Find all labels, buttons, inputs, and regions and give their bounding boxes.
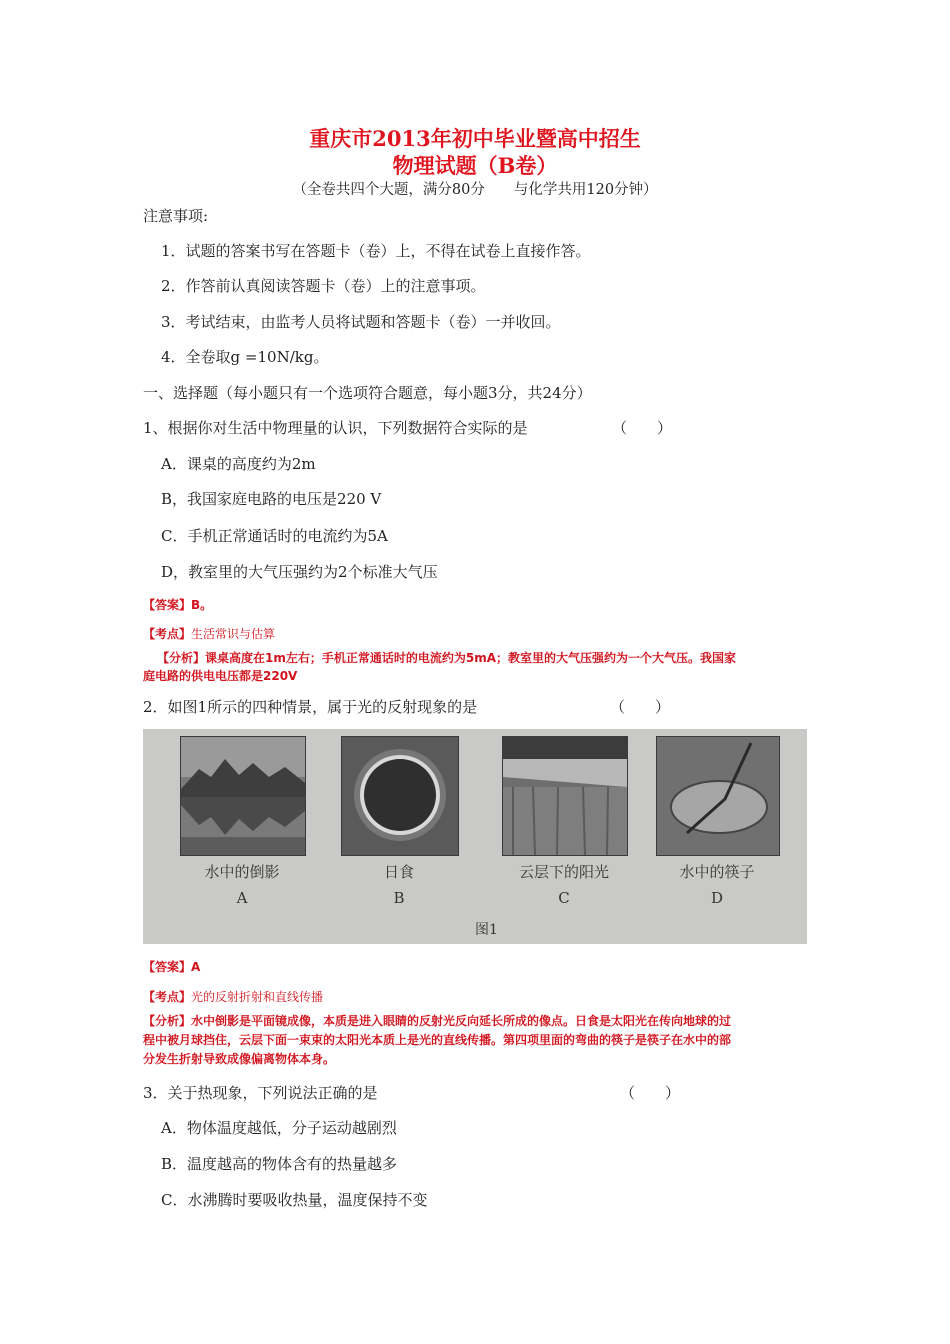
q3-option-b: B．温度越高的物体含有的热量越多 xyxy=(161,1155,398,1173)
figure-letter-a: A xyxy=(236,889,248,907)
notice-heading: 注意事项: xyxy=(143,207,209,225)
q1-option-a: A．课桌的高度约为2m xyxy=(161,455,316,473)
point-value: 生活常识与估算 xyxy=(191,627,276,641)
point-tag: 【考点】 xyxy=(143,990,192,1004)
photo-eclipse xyxy=(341,736,459,856)
photo-chopstick xyxy=(656,736,780,856)
analysis-text: 水中倒影是平面镜成像，本质是进入眼睛的反射光反向延长所成的像点。日食是太阳光在传向地球的过 xyxy=(191,1014,732,1028)
figure-caption-b: 日食 xyxy=(383,863,414,881)
q1-stem: 1、根据你对生活中物理量的认识，下列数据符合实际的是 xyxy=(143,419,528,437)
figure-1 xyxy=(143,729,807,944)
q1-option-b: B，我国家庭电路的电压是220 V xyxy=(161,490,382,508)
q3-stem: 3．关于热现象，下列说法正确的是 xyxy=(143,1084,378,1102)
analysis-tag: 【分析】 xyxy=(143,1014,192,1028)
figure-letter-b: B xyxy=(393,889,405,907)
answer-tag: 【答案】 xyxy=(143,598,192,612)
answer-value: A xyxy=(191,960,201,974)
exam-title-line1: 重庆市2013年初中毕业暨高中招生 xyxy=(309,126,641,151)
photo-reflection xyxy=(180,736,306,856)
point-tag: 【考点】 xyxy=(143,627,192,641)
q1-option-d: D，教室里的大气压强约为2个标准大气压 xyxy=(161,563,438,581)
answer-tag: 【答案】 xyxy=(143,960,192,974)
q2-analysis-line1 xyxy=(143,1012,731,1029)
photo-sunlight xyxy=(502,736,628,856)
figure-caption-d: 水中的筷子 xyxy=(679,863,755,881)
answer-value: B。 xyxy=(191,598,213,612)
q1-option-c: C．手机正常通话时的电流约为5A xyxy=(161,527,388,545)
q3-option-c: C．水沸腾时要吸收热量，温度保持不变 xyxy=(161,1191,428,1209)
q2-answer-paren: （ ） xyxy=(610,698,671,716)
q2-stem: 2．如图1所示的四种情景，属于光的反射现象的是 xyxy=(143,698,478,716)
q1-analysis-line1 xyxy=(157,649,736,666)
notice-item: 4．全卷取g =10N/kg。 xyxy=(161,348,329,366)
notice-item: 3．考试结束，由监考人员将试题和答题卡（卷）一并收回。 xyxy=(161,313,561,331)
q3-option-a: A．物体温度越低，分子运动越剧烈 xyxy=(161,1119,397,1137)
exam-subtitle: （全卷共四个大题，满分80分 与化学共用120分钟） xyxy=(292,182,658,198)
q3-answer-paren: （ ） xyxy=(620,1084,681,1102)
q1-answer-paren: （ ） xyxy=(612,419,673,437)
figure-letter-d: D xyxy=(710,889,724,907)
figure-caption-c: 云层下的阳光 xyxy=(518,863,609,881)
q1-point-block xyxy=(143,623,275,642)
q2-analysis-line3: 分发生折射导致成像偏离物体本身。 xyxy=(143,1052,336,1066)
figure-caption-a: 水中的倒影 xyxy=(204,863,280,881)
figure-letter-c: C xyxy=(558,889,570,907)
q2-answer-block xyxy=(143,958,200,975)
notice-item: 2．作答前认真阅读答题卡（卷）上的注意事项。 xyxy=(161,277,486,295)
point-value: 光的反射折射和直线传播 xyxy=(191,990,324,1004)
q1-analysis-line2: 庭电路的供电电压都是220V xyxy=(143,669,298,683)
q2-point-block xyxy=(143,986,323,1005)
section-heading: 一、选择题（每小题只有一个选项符合题意，每小题3分，共24分） xyxy=(143,384,592,402)
q2-analysis-line2: 程中被月球挡住，云层下面一束束的太阳光本质上是光的直线传播。第四项里面的弯曲的筷子是筷子在水中的部 xyxy=(143,1033,732,1047)
exam-title-line2: 物理试题（B卷） xyxy=(392,153,558,178)
analysis-text: 课桌高度在1m左右；手机正常通话时的电流约为5mA；教室里的大气压强约为一个大气压。我国家 xyxy=(205,651,737,665)
figure-label: 图1 xyxy=(475,922,498,938)
analysis-tag: 【分析】 xyxy=(157,651,206,665)
notice-item: 1．试题的答案书写在答题卡（卷）上，不得在试卷上直接作答。 xyxy=(161,242,591,260)
q1-answer-block xyxy=(143,596,212,613)
